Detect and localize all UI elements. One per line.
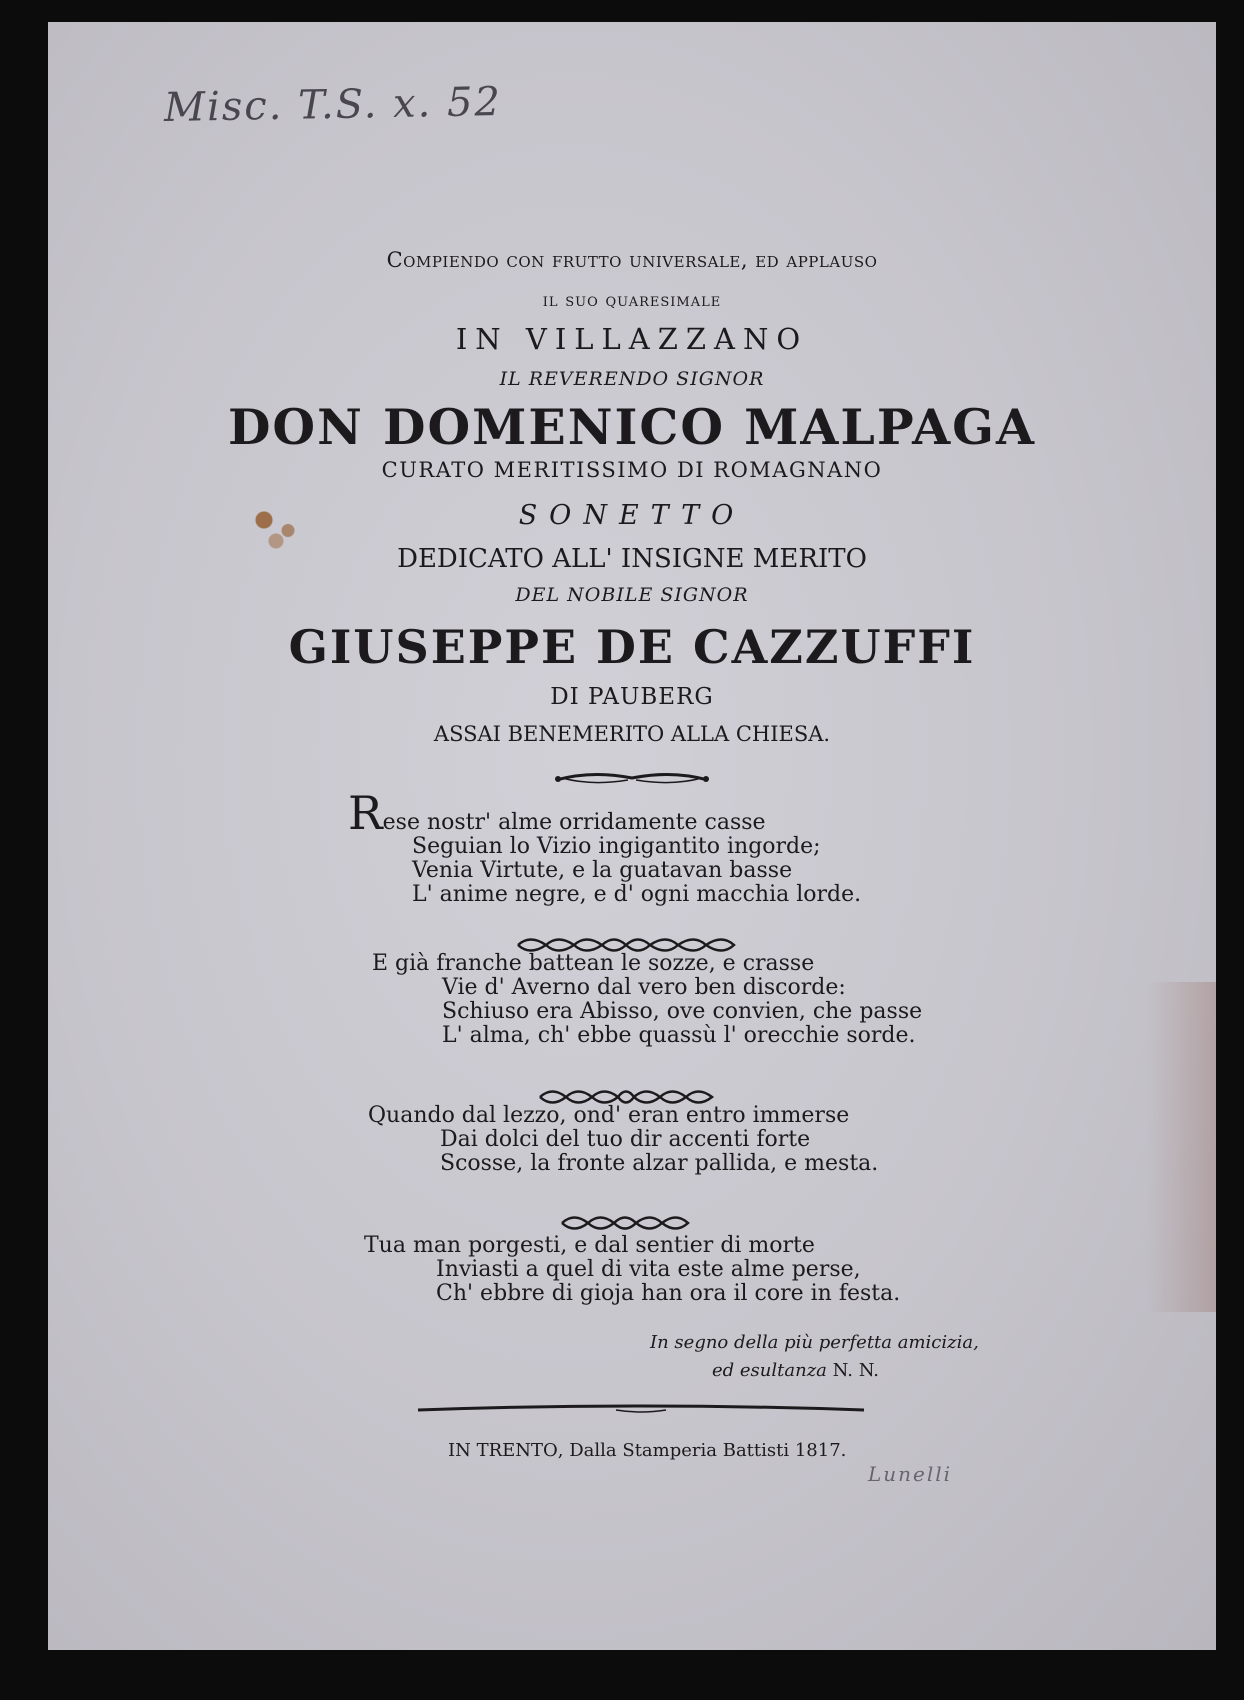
- verse-line: L' alma, ch' ebbe quassù l' orecchie sorde.: [442, 1023, 916, 1048]
- stanza-2: [372, 952, 922, 1048]
- leaf-ornament-3: [558, 1212, 692, 1234]
- imprint-rest: , Dalla Stamperia Battisti 1817.: [557, 1440, 847, 1461]
- verse-line: Venia Virtute, e la guatavan basse: [412, 858, 793, 883]
- verse-line: Vie d' Averno dal vero ben discorde:: [442, 975, 846, 1000]
- heading-dedication: DEDICATO ALL' INSIGNE MERITO: [397, 544, 867, 574]
- verse-line: E già franche battean le sozze, e crasse: [372, 951, 815, 976]
- imprint-place: IN TRENTO: [448, 1440, 558, 1461]
- heading-priest-name: DON DOMENICO MALPAGA: [227, 398, 1037, 456]
- edge-shadow: [1146, 982, 1216, 1312]
- verse-line: Dai dolci del tuo dir accenti forte: [440, 1127, 811, 1152]
- heading-sonetto: SONETTO: [518, 500, 746, 531]
- heading-place: IN VILLAZZANO: [455, 322, 809, 356]
- verse-line: Schiuso era Abisso, ove convien, che passe: [442, 999, 923, 1024]
- closing-line-1: In segno della più perfetta amicizia,: [650, 1332, 979, 1353]
- closing-line-2: ed esultanza N. N.: [712, 1360, 880, 1381]
- handwritten-shelfmark: Misc. T.S. x. 52: [163, 79, 503, 131]
- verse-line: L' anime negre, e d' ogni macchia lorde.: [412, 882, 862, 907]
- handwritten-signature: Lunelli: [868, 1462, 953, 1486]
- verse-line: Seguian lo Vizio ingigantito ingorde;: [412, 834, 821, 859]
- verse-line: Tua man porgesti, e dal sentier di morte: [364, 1233, 815, 1258]
- verse-line: Inviasti a quel di vita este alme perse,: [436, 1257, 861, 1282]
- heading-curate: CURATO MERITISSIMO DI ROMAGNANO: [381, 458, 883, 482]
- thick-thin-rule: [416, 1400, 866, 1416]
- closing-initials: N. N.: [832, 1360, 880, 1381]
- verse-line: Ch' ebbre di gioja han ora il core in festa.: [436, 1281, 901, 1306]
- stanza-3: [368, 1104, 878, 1176]
- heading-reverend: IL REVERENDO SIGNOR: [499, 368, 765, 390]
- verse-line: Scosse, la fronte alzar pallida, e mesta.: [440, 1151, 879, 1176]
- heading-noble: DEL NOBILE SIGNOR: [515, 584, 749, 606]
- heading-pauberg: DI PAUBERG: [550, 684, 714, 710]
- verse-line: Rese nostr' alme orridamente casse: [348, 786, 766, 840]
- drop-cap: R: [348, 786, 383, 840]
- verse-line: Quando dal lezzo, ond' eran entro immerse: [368, 1103, 850, 1128]
- heading-line-1: Compiendo con frutto universale, ed applauso: [386, 248, 878, 272]
- heading-line-2: il suo quaresimale: [542, 290, 722, 311]
- broadside-sheet: [48, 22, 1216, 1650]
- heading-benemerito: ASSAI BENEMERITO ALLA CHIESA.: [433, 722, 831, 746]
- heading-dedicatee-name: GIUSEPPE DE CAZZUFFI: [288, 620, 976, 674]
- stanza-4: [364, 1234, 900, 1306]
- swash-ornament: [552, 766, 712, 790]
- imprint: [448, 1440, 846, 1461]
- stanza-1: [348, 786, 862, 907]
